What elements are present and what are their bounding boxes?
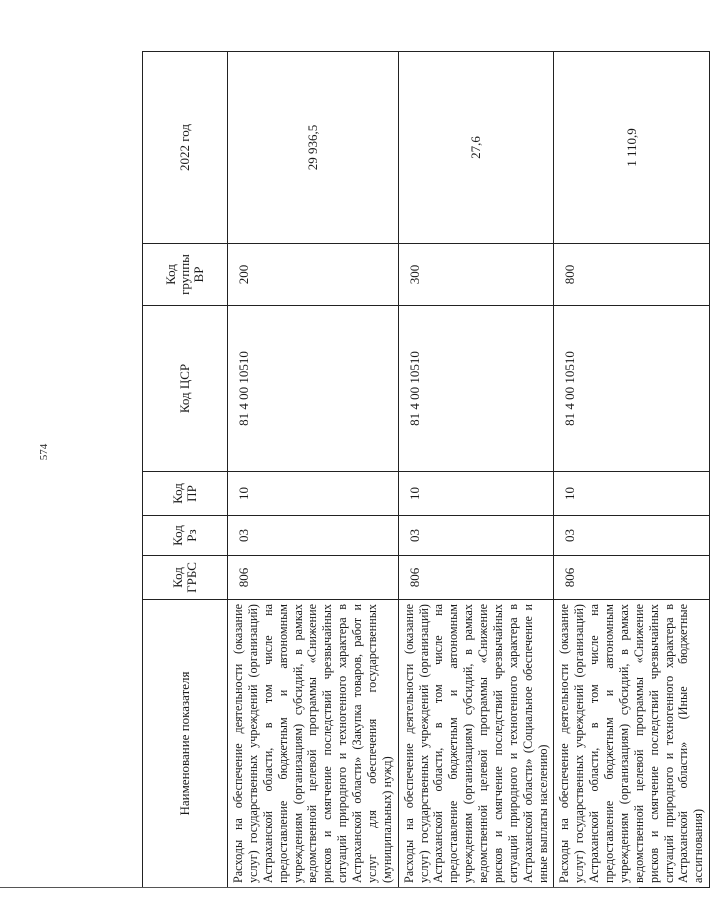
budget-table xyxy=(142,51,710,888)
row-csr-code: 81 4 00 10510 xyxy=(228,306,399,472)
table-row xyxy=(554,52,710,888)
row-vr-code: 200 xyxy=(228,244,399,306)
row-value-2022: 27,6 xyxy=(398,52,554,244)
row-rz-code: 03 xyxy=(554,516,710,556)
header-grbs-code: Код ГРБС xyxy=(143,556,228,600)
budget-table-container xyxy=(142,52,706,888)
row-pr-code: 10 xyxy=(398,472,554,516)
header-csr-code: Код ЦСР xyxy=(143,306,228,472)
bottom-divider xyxy=(0,887,639,888)
header-year-2022: 2022 год xyxy=(143,52,228,244)
header-vr-group-code: Код группы ВР xyxy=(143,244,228,306)
row-value-2022: 29 936,5 xyxy=(228,52,399,244)
row-grbs-code: 806 xyxy=(554,556,710,600)
row-vr-code: 800 xyxy=(554,244,710,306)
row-value-2022: 1 110,9 xyxy=(554,52,710,244)
table-header-row xyxy=(143,52,228,888)
table-row xyxy=(228,52,399,888)
page-number: 574 xyxy=(38,443,50,461)
row-csr-code: 81 4 00 10510 xyxy=(554,306,710,472)
row-indicator-name: Расходы на обеспечение деятельности (оказание услуг) государственных учреждений (организаций) Астраханской области, в том числе на предоставление бюджетным и автономным учреждениям (организациям) субсидий, в рамках ведомственной целевой программы «Снижение рисков и смягчение последствий чрезвычайных ситуаций природного и техногенного характера в Астраханской области» (Социальное обеспечение и иные выплаты населению) xyxy=(398,600,554,888)
row-indicator-name: Расходы на обеспечение деятельности (оказание услуг) государственных учреждений (организаций) Астраханской области, в том числе на предоставление бюджетным и автономным учреждениям (организациям) субсидий, в рамках ведомственной целевой программы «Снижение рисков и смягчение последствий чрезвычайных ситуаций природного и техногенного характера в Астраханской области» (Иные бюджетные ассигнования) xyxy=(554,600,710,888)
header-pr-code: Код ПР xyxy=(143,472,228,516)
row-pr-code: 10 xyxy=(554,472,710,516)
row-rz-code: 03 xyxy=(398,516,554,556)
table-row xyxy=(398,52,554,888)
row-vr-code: 300 xyxy=(398,244,554,306)
row-pr-code: 10 xyxy=(228,472,399,516)
row-csr-code: 81 4 00 10510 xyxy=(398,306,554,472)
row-indicator-name: Расходы на обеспечение деятельности (оказание услуг) государственных учреждений (организаций) Астраханской области, в том числе на предоставление бюджетным и автономным учреждениям (организациям) субсидий, в рамках ведомственной целевой программы «Снижение рисков и смягчение последствий чрезвычайных ситуаций природного и техногенного характера в Астраханской области» (Закупка товаров, работ и услуг для обеспечения государственных (муниципальных) нужд) xyxy=(228,600,399,888)
header-indicator-name: Наименование показателя xyxy=(143,600,228,888)
header-rz-code: Код Рз xyxy=(143,516,228,556)
row-grbs-code: 806 xyxy=(228,556,399,600)
row-grbs-code: 806 xyxy=(398,556,554,600)
row-rz-code: 03 xyxy=(228,516,399,556)
